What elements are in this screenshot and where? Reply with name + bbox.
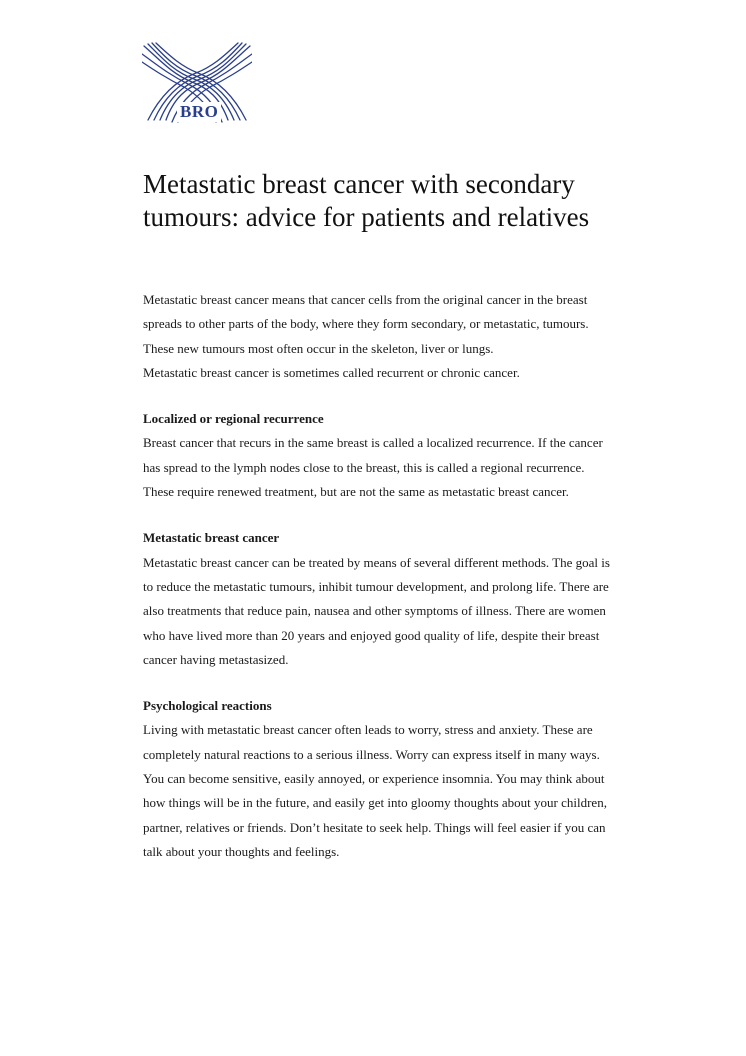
intro-paragraph-2: Metastatic breast cancer is sometimes called recurrent or chronic cancer. [143, 364, 520, 380]
section-heading-psychological: Psychological reactions [143, 698, 272, 714]
section-body-psychological: Living with metastatic breast cancer often leads to worry, stress and anxiety. These are completely natural reactions to a serious illness. Worry can express itself in many ways. You can become sensitive, easily annoyed, or experience insomnia. You may think about how things will be in the future, and easily get into gloomy thoughts about your children, partner, relatives or friends. Don’t hesitate to seek help. Things will feel easier if you can talk about your thoughts and feelings. [143, 722, 607, 859]
document-body [143, 288, 611, 864]
section-body-metastatic: Metastatic breast cancer can be treated by means of several different methods. The goal is to reduce the metastatic tumours, inhibit tumour development, and prolong life. There are also treatments that reduce pain, nausea and other symptoms of illness. There are women who have lived more than 20 years and enjoyed good quality of life, despite their breast cancer having metastasized. [143, 554, 610, 667]
section-heading-metastatic: Metastatic breast cancer [143, 530, 280, 546]
bro-logo [142, 42, 252, 124]
intro-paragraph: Metastatic breast cancer means that cancer cells from the original cancer in the breast spreads to other parts of the body, where they form secondary, or metastatic, tumours. These new tumours most often occur in the skeleton, liver or lungs. [143, 292, 589, 356]
logo-text: BRO [177, 102, 221, 122]
section-heading-recurrence: Localized or regional recurrence [143, 411, 324, 427]
page-title: Metastatic breast cancer with secondary tumours: advice for patients and relatives [143, 169, 590, 232]
section-body-recurrence: Breast cancer that recurs in the same breast is called a localized recurrence. If the cancer has spread to the lymph nodes close to the breast, this is called a regional recurrence. These require renewed treatment, but are not the same as metastatic breast cancer. [143, 435, 603, 500]
